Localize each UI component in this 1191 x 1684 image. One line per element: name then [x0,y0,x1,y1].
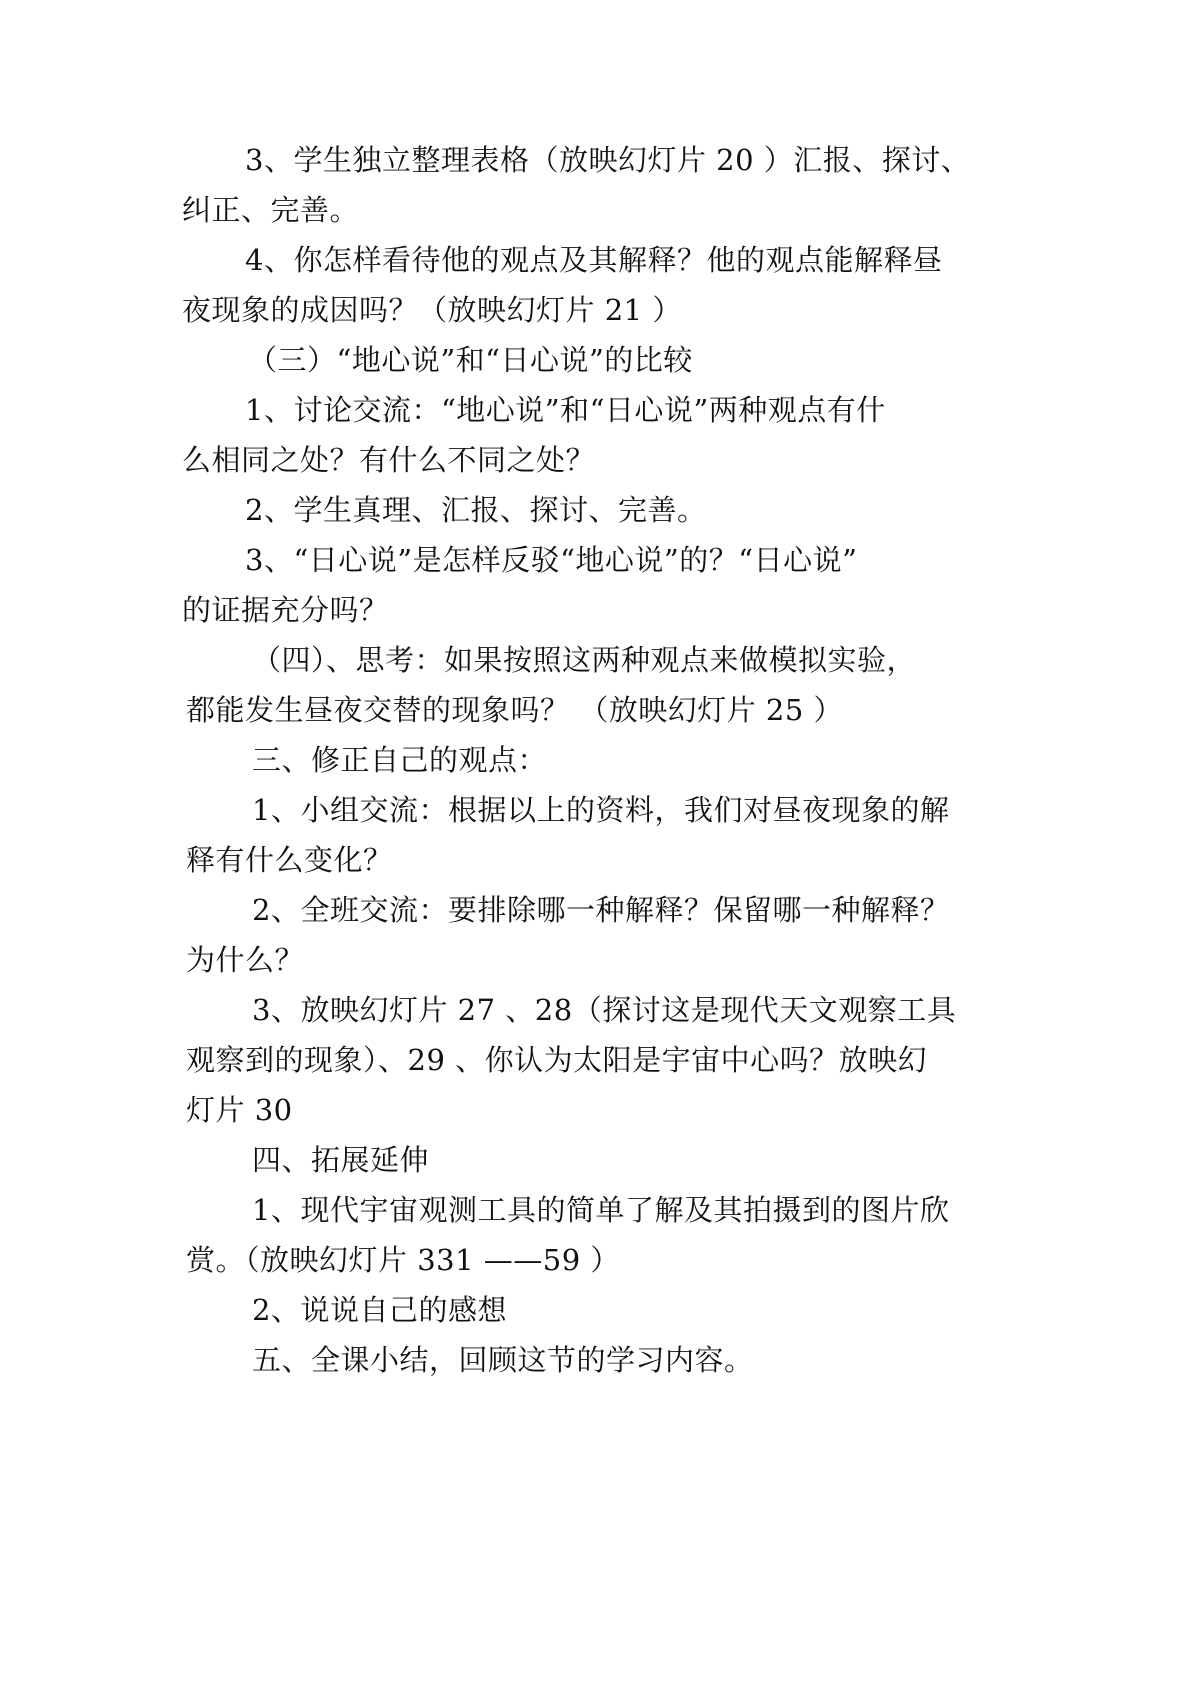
text-line: 释有什么变化？ [186,843,393,877]
text-line: 2、全班交流：要排除哪一种解释？保留哪一种解释？ [252,893,950,927]
text-line: 四、拓展延伸 [252,1143,430,1177]
text-line: 1、现代宇宙观测工具的简单了解及其拍摄到的图片欣 [252,1193,950,1227]
text-line: 三、修正自己的观点： [252,743,548,777]
text-line: （四）、思考：如果按照这两种观点来做模拟实验， [252,643,917,677]
text-line: 4、你怎样看待他的观点及其解释？他的观点能解释昼 [245,243,943,277]
text-line: 纠正、完善。 [182,193,360,227]
text-line: 的证据充分吗？ [182,593,389,627]
text-line: 3、“日心说”是怎样反驳“地心说”的？“日心说” [245,543,858,577]
text-line: 灯片 30 [186,1093,293,1127]
text-line: 1、讨论交流：“地心说”和“日心说”两种观点有什 [245,393,886,427]
text-line: 夜现象的成因吗？（放映幻灯片 21 ） [182,293,682,327]
text-line: 3、放映幻灯片 27 、28（探讨这是现代天文观察工具 [252,993,957,1027]
text-line: 1、小组交流：根据以上的资料，我们对昼夜现象的解 [252,793,950,827]
text-line: 么相同之处？有什么不同之处？ [182,443,596,477]
text-line: 赏。（放映幻灯片 331 ——59 ） [186,1243,620,1277]
text-line: 2、说说自己的感想 [252,1293,507,1327]
text-line: 2、学生真理、汇报、探讨、完善。 [245,493,707,527]
text-line: 3、学生独立整理表格（放映幻灯片 20 ）汇报、探讨、 [245,143,971,177]
text-line: 都能发生昼夜交替的现象吗？ （放映幻灯片 25 ） [186,693,844,727]
text-line: （三）“地心说”和“日心说”的比较 [248,343,693,377]
text-line: 五、全课小结，回顾这节的学习内容。 [252,1343,754,1377]
text-line: 为什么？ [186,943,305,977]
text-line: 观察到的现象）、29 、你认为太阳是宇宙中心吗？放映幻 [186,1043,928,1077]
